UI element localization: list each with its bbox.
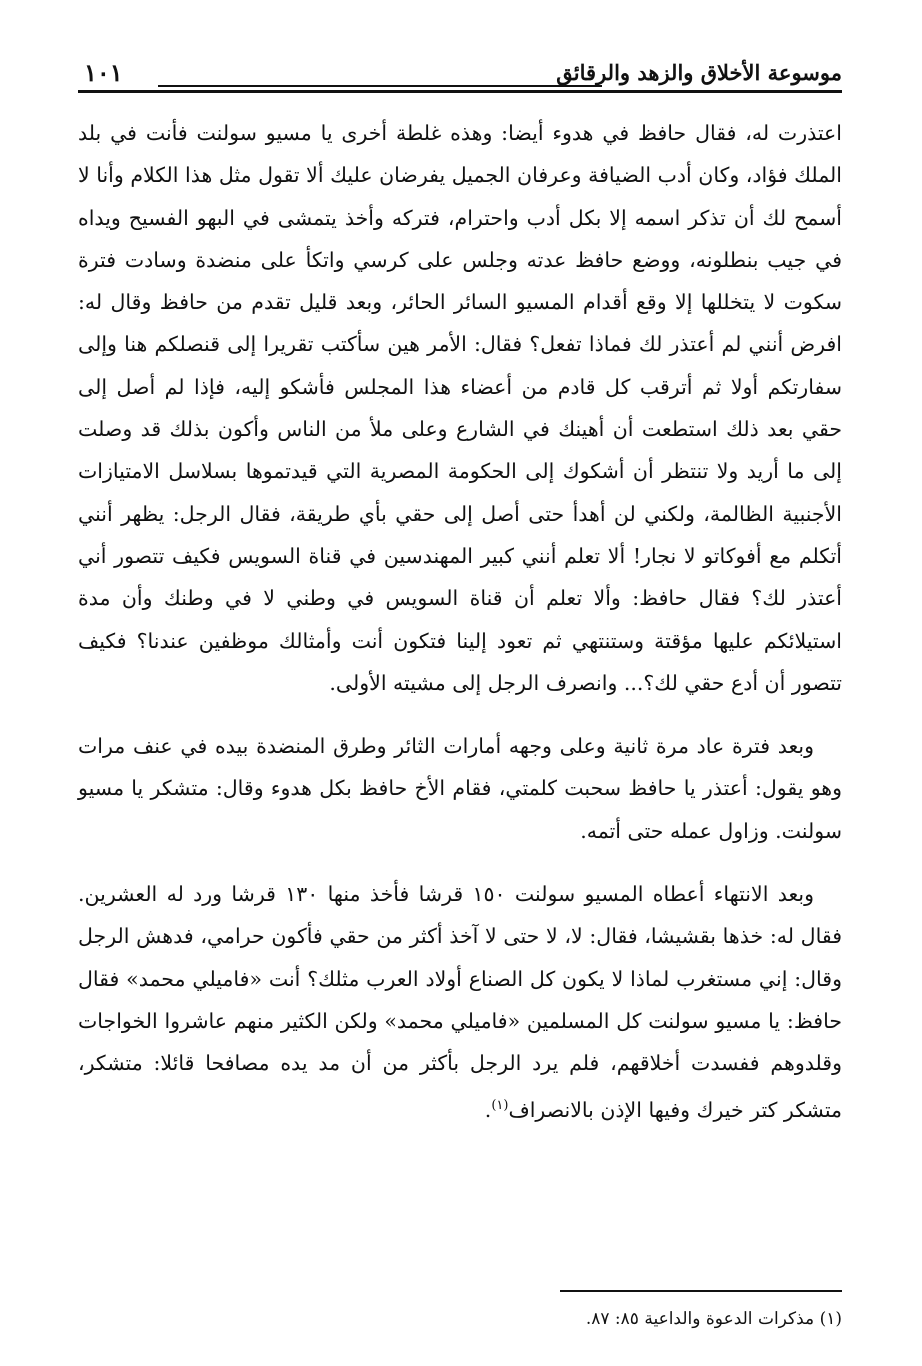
footnote: (١) مذكرات الدعوة والداعية ٨٥: ٨٧. — [585, 1309, 842, 1329]
paragraph-1: اعتذرت له، فقال حافظ في هدوء أيضا: وهذه غلطة أخرى يا مسيو سولنت فأنت في بلد الملك فؤاد، وكان أدب الضيافة وعرفان الجميل يفرضان عليك ألا تقول مثل هذا الكلام وأنا لا أسمح لك أن تذكر اسمه إلا بكل أدب واحترام، فتركه وأخذ يتمشى في البهو الفسيح ويداه في جيب بنطلونه، ووضع حافظ عدته وجلس على كرسي واتكأ على منضدة وسادت فترة سكوت لا يتخللها إلا وقع أقدام المسيو السائر الحائر، وبعد قليل تقدم من حافظ وقال له: افرض أنني لم أعتذر لك فماذا تفعل؟ فقال: الأمر هين سأكتب تقريرا إلى قنصلكم هنا وإلى سفارتكم أولا ثم أترقب كل قادم من أعضاء هذا المجلس فأشكو إليه، فإذا لم أصل إلى حقي بعد ذلك استطعت أن أهينك في الشارع وعلى ملأ من الناس وأكون بذلك قد وصلت إلى ما أريد ولا تنتظر أن أشكوك إلى الحكومة المصرية التي قيدتموها بسلاسل الامتيازات الأجنبية الظالمة، ولكني لن أهدأ حتى أصل إلى حقي بأي طريقة، فقال الرجل: يظهر أنني أتكلم مع أفوكاتو لا نجار! ألا تعلم أنني كبير المهندسين في قناة السويس فكيف تتصور أني أعتذر لك؟ فقال حافظ: وألا تعلم أن قناة السويس في وطني لا في وطنك وأن مدة استيلائكم عليها مؤقتة وستنتهي ثم تعود إلينا فتكون أنت وأمثالك موظفين عندنا؟ فكيف تتصور أن أدع حقي لك؟... وانصرف الرجل إلى مشيته الأولى. — [78, 121, 842, 695]
header-divider — [78, 90, 842, 93]
header-divider-thin — [158, 85, 602, 87]
paragraph-2: وبعد فترة عاد مرة ثانية وعلى وجهه أمارات الثائر وطرق المنضدة بيده في عنف مرات وهو يقول: أعتذر يا حافظ سحبت كلمتي، فقام الأخ حافظ بكل هدوء وقال: متشكر يا مسيو سولنت. وزاول عمله حتى أتمه. — [78, 734, 842, 843]
page-number: ١٠١ — [84, 58, 123, 87]
page-header — [78, 58, 842, 98]
paragraph-3 — [78, 873, 842, 1131]
footnote-divider — [560, 1290, 842, 1292]
paragraph-3-end: . — [484, 1097, 492, 1122]
book-title: موسوعة الأخلاق والزهد والرقائق — [556, 60, 842, 85]
footnote-reference[interactable]: (١) — [491, 1097, 509, 1113]
paragraph-3-text: وبعد الانتهاء أعطاه المسيو سولنت ١٥٠ قرشا فأخذ منها ١٣٠ قرشا ورد له العشرين. فقال له: خذها بقشيشا، فقال: لا، لا حتى لا آخذ أكثر من حقي فأكون حرامي، فدهش الرجل وقال: إني مستغرب لماذا لا يكون كل الصناع أولاد العرب مثلك؟ أنت «فاميلي محمد» فقال حافظ: يا مسيو سولنت كل المسلمين «فاميلي محمد» ولكن الكثير منهم عاشروا الخواجات وقلدوهم ففسدت أخلاقهم، فلم يرد الرجل بأكثر من أن مد يده مصافحا قائلا: متشكر، متشكر كتر خيرك وفيها الإذن بالانصراف — [78, 882, 842, 1122]
page-body — [78, 112, 842, 1152]
